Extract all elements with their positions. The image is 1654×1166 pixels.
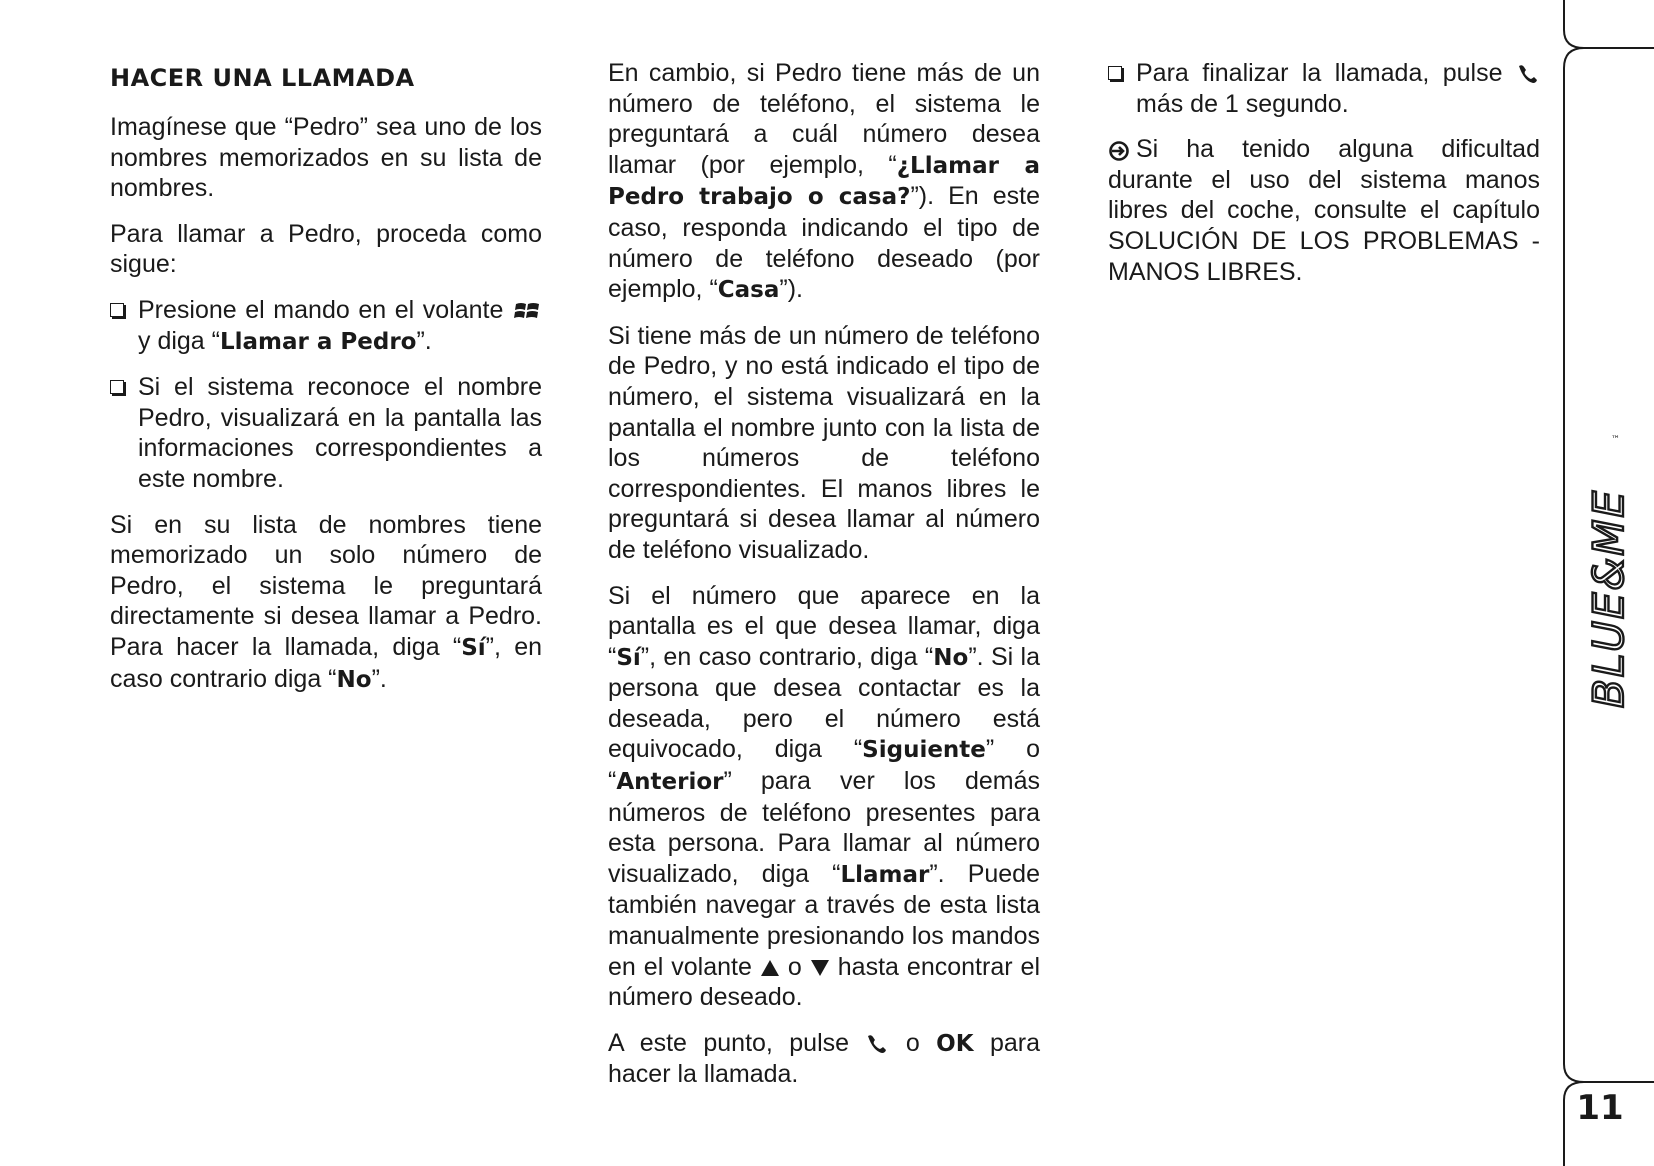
- column-2: [608, 58, 1040, 1105]
- column-3: [1108, 58, 1540, 302]
- number-list-paragraph: Si tiene más de un número de teléfono de Pedro, y no está indicado el tipo de número, el sistema visualizará en la pantalla el nombre junto con la lista de los números de teléfono correspondientes. El manos libres le preguntará si desea llamar al número de teléfono visualizado.: [608, 321, 1040, 564]
- arrow-circle-note-icon: [1108, 140, 1130, 162]
- column-1: [110, 58, 542, 710]
- steps-intro: Para llamar a Pedro, proceda como sigue:: [110, 219, 542, 279]
- page-number: 11: [1576, 1088, 1624, 1128]
- place-call-paragraph: A este punto, pulse o OK para hacer la llamada.: [608, 1028, 1040, 1089]
- confirm-number-paragraph: Si el número que aparece en la pantalla es el que desea llamar, diga “Sí”, en caso contrario, diga “No”. Si la persona que desea contactar es la deseada, pero el número está equivocado, diga “Siguiente” o “Anterior” para ver los demás números de teléfono presentes para esta persona. Para llamar al número visualizado, diga “Llamar”. Puede también navegar a través de esta lista manualmente presionando los mandos en el volante o hasta encontrar el número deseado.: [608, 581, 1040, 1012]
- multiple-numbers-paragraph: En cambio, si Pedro tiene más de un número de teléfono, el sistema le preguntará a cuál número desea llamar (por ejemplo, “¿Llamar a Pedro trabajo o casa?”). En este caso, responda indicando el tipo de número de teléfono deseado (por ejemplo, “Casa”).: [608, 59, 1040, 304]
- section-heading: HACER UNA LLAMADA: [110, 64, 415, 92]
- step-system-recognizes: Si el sistema reconoce el nombre Pedro, visualizará en la pantalla las informaciones correspondientes a este nombre.: [110, 372, 542, 494]
- brand-text: BLUE&ME: [1584, 488, 1633, 708]
- emphasis: ¿Llamar a Pedro trabajo o casa?: [608, 152, 1040, 211]
- phone-call-icon: [865, 1033, 889, 1055]
- intro-paragraph: Imagínese que “Pedro” sea uno de los nombres memorizados en su lista de nombres.: [110, 113, 542, 203]
- emphasis: Llamar: [840, 861, 930, 888]
- emphasis: No: [933, 644, 969, 671]
- arrow-up-icon: [760, 959, 780, 977]
- blue-and-me-logo: [1575, 430, 1635, 720]
- trademark-symbol: ™: [1611, 435, 1620, 445]
- checkbox-bullet-icon: [110, 380, 124, 394]
- voice-command-icon: [512, 300, 542, 322]
- emphasis: Casa: [717, 277, 780, 304]
- step-end-call: Para finalizar la llamada, pulse más de 1 segundo.: [1108, 58, 1540, 119]
- checkbox-bullet-icon: [1108, 66, 1122, 80]
- troubleshooting-note: Si ha tenido alguna dificultad durante el uso del sistema manos libres del coche, consulte el capítulo SOLUCIÓN DE LOS PROBLEMAS - MANOS LIBRES.: [1108, 135, 1540, 286]
- emphasis: Sí: [461, 634, 486, 661]
- emphasis: Sí: [616, 644, 641, 671]
- step-press-voice-button: Presione el mando en el volante y diga “Llamar a Pedro”.: [110, 295, 542, 357]
- arrow-down-icon: [810, 959, 830, 977]
- emphasis: Llamar a Pedro: [219, 328, 417, 355]
- emphasis: Siguiente: [862, 737, 986, 764]
- single-number-paragraph: Si en su lista de nombres tiene memorizado un solo número de Pedro, el sistema le preguntará directamente si desea llamar a Pedro. Para hacer la llamada, diga “Sí”, en caso contrario diga “No”.: [110, 510, 542, 693]
- checkbox-bullet-icon: [110, 303, 124, 317]
- emphasis: OK: [936, 1030, 974, 1057]
- emphasis: No: [336, 666, 372, 693]
- phone-call-icon: [1516, 63, 1540, 85]
- emphasis: Anterior: [616, 769, 724, 796]
